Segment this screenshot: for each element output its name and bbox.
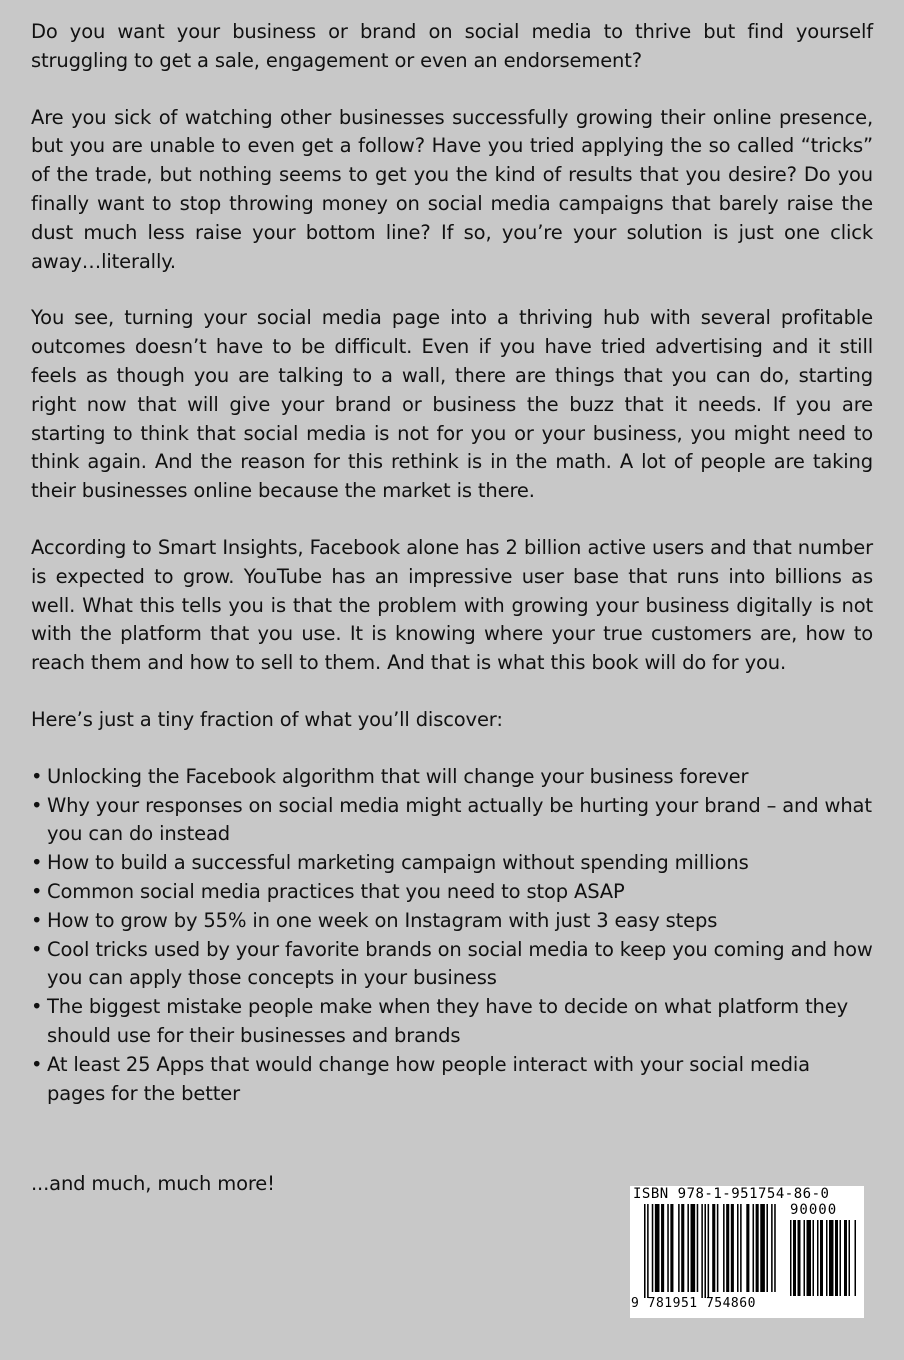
closing-line: ...and much, much more! xyxy=(31,1172,275,1195)
ean-barcode-bars xyxy=(644,1204,784,1300)
list-item: • How to build a successful marketing campaign without spending millions xyxy=(31,849,873,878)
paragraph-1: Do you want your business or brand on social media to thrive but find yourself struggling to get a sale, engagement or even an endorsement? xyxy=(31,20,873,72)
paragraph-4: According to Smart Insights, Facebook alone has 2 billion active users and that number is expected to grow. YouTube has an impressive user base that runs into billions as well. What this tells you is that the problem with growing your business digitally is not with the platform that you use. It is knowing where your true customers are, how to reach them and how to sell to them. And that is what this book will do for you. xyxy=(31,535,873,675)
list-item: • Common social media practices that you need to stop ASAP xyxy=(31,878,873,907)
list-item: • The biggest mistake people make when they have to decide on what platform they should use for their businesses and brands xyxy=(31,993,873,1051)
price-code: 90000 xyxy=(790,1202,838,1218)
list-item: • How to grow by 55% in one week on Instagram with just 3 easy steps xyxy=(31,907,873,936)
back-cover-text xyxy=(31,18,873,1134)
list-item: • Why your responses on social media might actually be hurting your brand – and what you can do instead xyxy=(31,792,873,850)
barcode-number: 9 781951 754860 xyxy=(631,1296,756,1311)
list-item: • Unlocking the Facebook algorithm that will change your business forever xyxy=(31,763,873,792)
list-item: • Cool tricks used by your favorite brands on social media to keep you coming and how you can apply those concepts in your business xyxy=(31,936,873,994)
paragraph-2: Are you sick of watching other businesses successfully growing their online presence, but you are unable to even get a follow? Have you tried applying the so called “tricks” of the trade, but nothing seems to get you the kind of results that you desire? Do you finally want to stop throwing money on social media campaigns that barely raise the dust much less raise your bottom line? If so, you’re your solution is just one click away…literally. xyxy=(31,105,873,273)
paragraph-3: You see, turning your social media page into a thriving hub with several profitable outcomes doesn’t have to be difficult. Even if you have tried advertising and it still feels as though you are talking to a wall, there are things that you can do, starting right now that will give your brand or business the buzz that it needs. If you are starting to think that social media is not for you or your business, you might need to think again. And the reason for this rethink is in the math. A lot of people are taking their businesses online because the market is there. xyxy=(31,306,873,503)
feature-list xyxy=(31,763,873,1109)
list-item: • At least 25 Apps that would change how people interact with your social media pages for the better xyxy=(31,1051,873,1109)
addon-barcode-bars xyxy=(790,1220,860,1300)
isbn-label: ISBN 978-1-951754-86-0 xyxy=(633,1186,830,1202)
isbn-barcode xyxy=(630,1186,864,1318)
list-intro: Here’s just a tiny fraction of what you’ll discover: xyxy=(31,707,503,731)
